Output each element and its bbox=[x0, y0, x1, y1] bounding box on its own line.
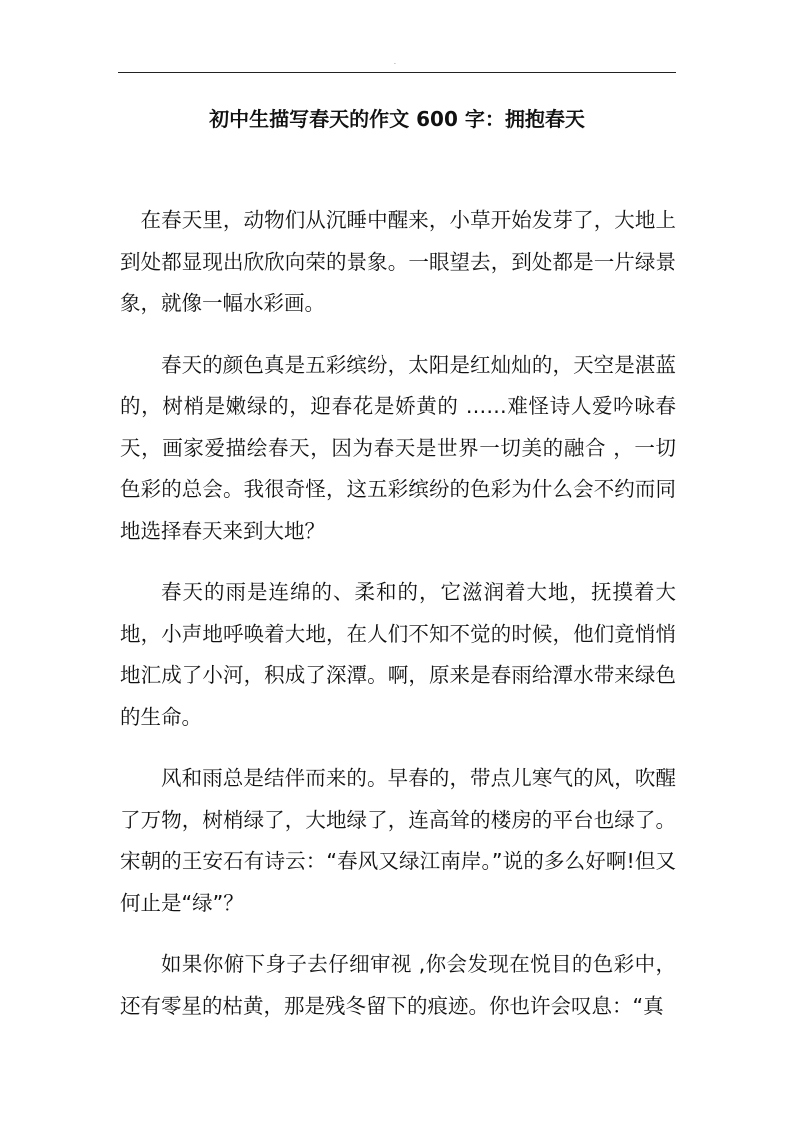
header-rule bbox=[118, 72, 676, 73]
paragraph-3: 春天的雨是连绵的、柔和的，它滋润着大地，抚摸着大地，小声地呼唤着大地，在人们不知不觉的时候，他们竟悄悄地汇成了小河，积成了深潭。啊，原来是春雨给潭水带来绿色的生命。 bbox=[120, 580, 676, 729]
document-body bbox=[120, 200, 676, 1047]
header-mark: . bbox=[394, 59, 396, 66]
paragraph-2: 春天的颜色真是五彩缤纷，太阳是红灿灿的，天空是湛蓝的，树梢是嫩绿的，迎春花是娇黄的 ……难怪诗人爱吟咏春天，画家爱描绘春天，因为春天是世界一切美的融合 ，一切色彩的总会。我很奇怪，这五彩缤纷的色彩为什么会不约而同地选择春天来到大地？ bbox=[120, 352, 676, 543]
paragraph-5: 如果你俯下身子去仔细审视 ,你会发现在悦目的色彩中，还有零星的枯黄，那是残冬留下的痕迹。你也许会叹息：“真 bbox=[120, 952, 676, 1018]
document-title: 初中生描写春天的作文 600 字：拥抱春天 bbox=[209, 107, 585, 131]
paragraph-4: 风和雨总是结伴而来的。早春的，带点儿寒气的风，吹醒了万物，树梢绿了，大地绿了，连高耸的楼房的平台也绿了。宋朝的王安石有诗云：“春风又绿江南岸。”说的多么好啊!但又何止是“绿”？ bbox=[120, 766, 676, 915]
paragraph-1: 在春天里，动物们从沉睡中醒来，小草开始发芽了，大地上到处都显现出欣欣向荣的景象。一眼望去，到处都是一片绿景象，就像一幅水彩画。 bbox=[120, 208, 676, 315]
